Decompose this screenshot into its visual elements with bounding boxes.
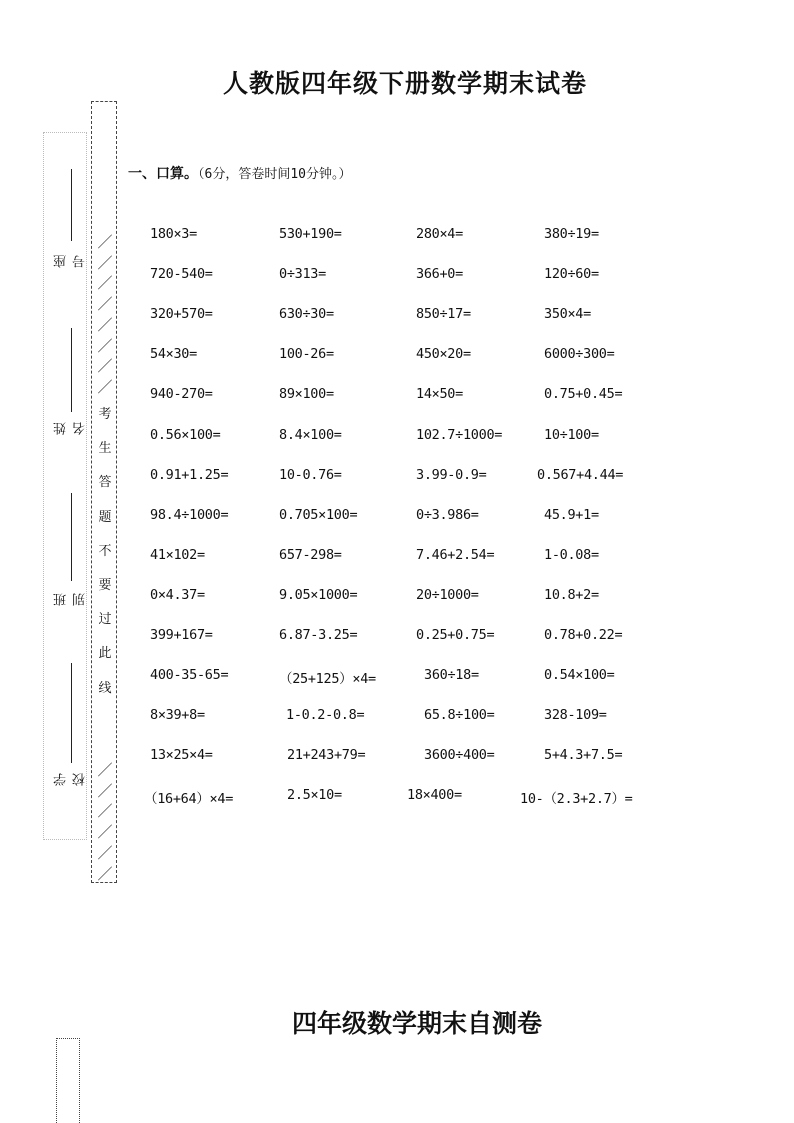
problem-cell: 400-35-65= — [150, 667, 229, 684]
problem-cell: 3.99-0.9= — [416, 466, 487, 483]
seal-char: 答 — [98, 475, 112, 491]
problem-cell: 6000÷300= — [544, 346, 615, 363]
problem-cell: 21+243+79= — [287, 747, 366, 764]
problem-cell: 5+4.3+7.5= — [544, 747, 623, 764]
problem-cell: 399+167= — [150, 627, 213, 643]
problem-cell: 14×50= — [416, 386, 463, 403]
problem-cell: 6.87-3.25= — [279, 627, 358, 643]
problem-cell: 2.5×10= — [287, 787, 342, 804]
seal-slash: ／ — [97, 377, 113, 396]
seal-slash: ／ — [97, 315, 113, 334]
problem-cell: 45.9+1= — [544, 506, 599, 523]
problem-cell: 720-540= — [150, 266, 213, 283]
problem-cell: 0÷3.986= — [416, 506, 479, 523]
problem-cell: 0.78+0.22= — [544, 627, 623, 643]
problem-cell: 0.56×100= — [150, 426, 221, 443]
problem-cell: 10.8+2= — [544, 586, 599, 603]
problem-cell: 120÷60= — [544, 266, 599, 283]
problem-cell: 0.567+4.44= — [537, 466, 624, 483]
problem-cell: （16+64）×4= — [144, 791, 234, 808]
problem-cell: 8.4×100= — [279, 426, 342, 443]
seal-slash: ／ — [97, 781, 113, 800]
seal-char: 过 — [98, 612, 112, 628]
class-label: 班别 — [54, 593, 88, 606]
problem-cell: 360÷18= — [424, 667, 479, 684]
problem-cell: 13×25×4= — [150, 747, 213, 764]
seat-number-label: 座号 — [54, 255, 88, 268]
problem-cell: 7.46+2.54= — [416, 546, 495, 563]
seal-slash: ／ — [97, 233, 113, 251]
problem-cell: 10-（2.3+2.7）= — [520, 791, 633, 808]
section-note: （6分，答卷时间10分钟。） — [198, 167, 352, 182]
problem-cell: 100-26= — [279, 346, 334, 363]
seal-char: 考 — [98, 407, 112, 422]
school-label: 学校 — [54, 773, 88, 786]
seal-line-strip-page2 — [56, 1038, 80, 1123]
problem-cell: 280×4= — [416, 226, 463, 242]
problem-cell: 0.91+1.25= — [150, 466, 229, 483]
seal-char: 题 — [98, 509, 112, 525]
problem-cell: 8×39+8= — [150, 707, 205, 724]
problem-cell: 0.54×100= — [544, 667, 615, 684]
seal-slash: ／ — [97, 295, 113, 314]
problem-cell: 41×102= — [150, 546, 205, 563]
seal-slash: ／ — [97, 864, 113, 883]
problem-cell: 0×4.37= — [150, 586, 205, 603]
seal-slash: ／ — [97, 823, 113, 842]
problem-cell: 1-0.08= — [544, 546, 599, 563]
problem-cell: 0.25+0.75= — [416, 627, 495, 643]
name-label: 姓名 — [54, 422, 88, 435]
problem-cell: 180×3= — [150, 226, 197, 242]
seal-char: 线 — [98, 680, 112, 696]
problem-cell: 89×100= — [279, 386, 334, 403]
problem-cell: 0.75+0.45= — [544, 386, 623, 403]
seal-char: 此 — [98, 646, 112, 662]
problem-cell: 10÷100= — [544, 426, 599, 443]
section-number: 一、口算。 — [128, 166, 198, 182]
seal-slash: ／ — [97, 843, 113, 862]
problem-cell: 0÷313= — [279, 266, 326, 283]
seal-slash: ／ — [97, 336, 113, 355]
problem-cell: 530+190= — [279, 226, 342, 242]
problem-cell: 1-0.2-0.8= — [286, 707, 365, 724]
seal-char: 生 — [98, 441, 112, 457]
problem-cell: 102.7÷1000= — [416, 426, 503, 443]
seal-slash: ／ — [97, 274, 113, 293]
second-page-title: 四年级数学期末自测卷 — [291, 1009, 542, 1038]
problem-cell: 54×30= — [150, 346, 197, 363]
problem-cell: 630÷30= — [279, 306, 334, 323]
problem-cell: 657-298= — [279, 546, 342, 563]
problem-cell: （25+125）×4= — [279, 671, 376, 688]
problem-cell: 380÷19= — [544, 226, 599, 242]
problem-cell: 18×400= — [407, 787, 462, 804]
problem-cell: 350×4= — [544, 306, 591, 323]
problem-cell: 940-270= — [150, 386, 213, 403]
problem-cell: 65.8÷100= — [424, 707, 495, 724]
exam-title: 人教版四年级下册数学期末试卷 — [222, 69, 587, 98]
problem-cell: 450×20= — [416, 346, 471, 363]
seal-slash: ／ — [97, 802, 113, 821]
problem-cell: 98.4÷1000= — [150, 506, 229, 523]
problem-cell: 10-0.76= — [279, 466, 342, 483]
problem-cell: 9.05×1000= — [279, 586, 358, 603]
problem-cell: 328-109= — [544, 707, 607, 724]
problem-cell: 320+570= — [150, 306, 213, 323]
seal-char: 不 — [98, 543, 112, 559]
problem-cell: 0.705×100= — [279, 506, 358, 523]
seal-slash: ／ — [97, 253, 113, 272]
seal-slash: ／ — [97, 357, 113, 376]
seal-slash: ／ — [97, 761, 113, 779]
seal-char: 要 — [98, 577, 112, 593]
problem-cell: 3600÷400= — [424, 747, 495, 764]
problem-cell: 366+0= — [416, 266, 463, 283]
problem-cell: 20÷1000= — [416, 586, 479, 603]
problem-cell: 850÷17= — [416, 306, 471, 323]
